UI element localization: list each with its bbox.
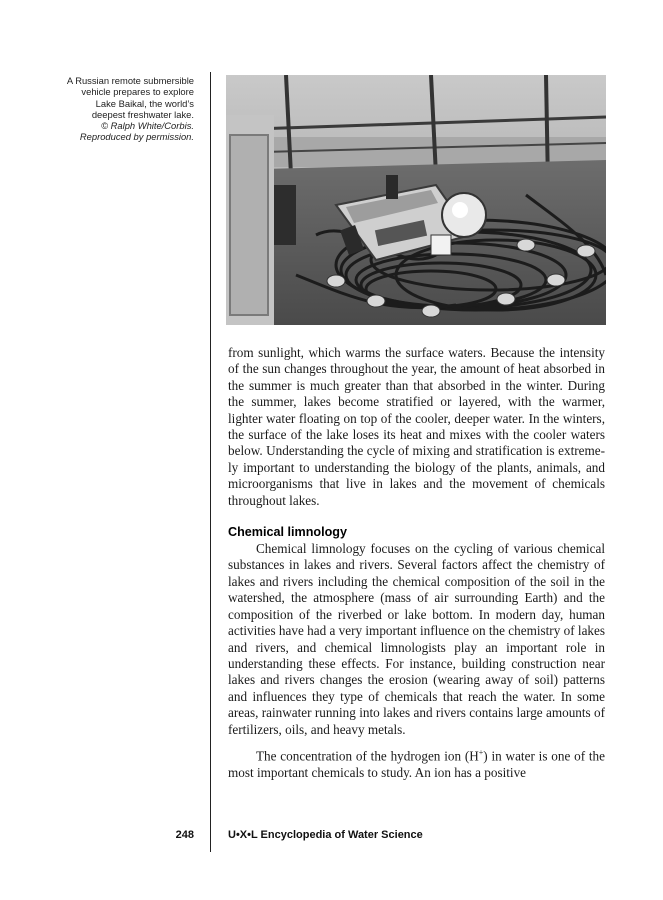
paragraph: Chemical limnology focuses on the cycling of various chemical substances in lakes and rivers. Several factors affect the chemistry of lakes and rivers including the chemical composition of the soil in the watershed, the atmosphere (mass of air surrounding Earth) and the composition of the riverbed or lake bottom. In modern day, human activities have had a very important influence on the chemistry of lakes and rivers, and chemical limnologists play an important role in understanding these effects. For instance, building construction near lakes and rivers changes the erosion (wearing away of soil) patterns and influences they type of chemicals that reach the water. In some areas, rainwater running into lakes and rivers contains large amounts of fertilizers, oils, and heavy metals. — [228, 541, 605, 737]
caption-line: deepest freshwater lake. — [91, 108, 194, 120]
caption-line: vehicle prepares to explore — [81, 86, 194, 98]
page-number: 248 — [175, 829, 194, 841]
paragraph: from sunlight, which warms the surface waters. Because the intensity of the sun changes throughout the year, the amount of heat absorbed in the summer is much greater than that absorbed in the winter. During the summer, lakes become stratified or layered, with the warmer, lighter water floating on top of the cooler, deeper water. In the winters, the surface of the lake loses its heat and mixes with the cooler waters below. Understanding the cycle of mixing and stratification is extremely important to understanding the biology of the plants, animals, and microorganisms that live in lakes and the movement of chemicals throughout lakes. — [228, 345, 605, 508]
paragraph-text: The concentration of the hydrogen ion (H — [256, 748, 479, 764]
photo-caption — [20, 75, 194, 143]
caption-line: A Russian remote submersible — [66, 75, 194, 86]
body-text — [228, 345, 605, 781]
section-heading: Chemical limnology — [228, 525, 347, 540]
paragraph-text: ) in water is one of the most important chemicals to study. An ion has a positive — [228, 748, 606, 780]
running-footer: U•X•L Encyclopedia of Water Science — [228, 829, 423, 841]
caption-line: Lake Baikal, the world’s — [95, 97, 194, 109]
caption-credit: © Ralph White/Corbis. — [101, 120, 194, 132]
caption-reproduced: Reproduced by permission. — [79, 131, 194, 143]
paragraph — [228, 745, 605, 781]
margin-rule — [210, 72, 211, 852]
submersible-photo-art — [226, 75, 606, 325]
submersible-photo — [226, 75, 606, 325]
superscript: + — [478, 747, 484, 757]
